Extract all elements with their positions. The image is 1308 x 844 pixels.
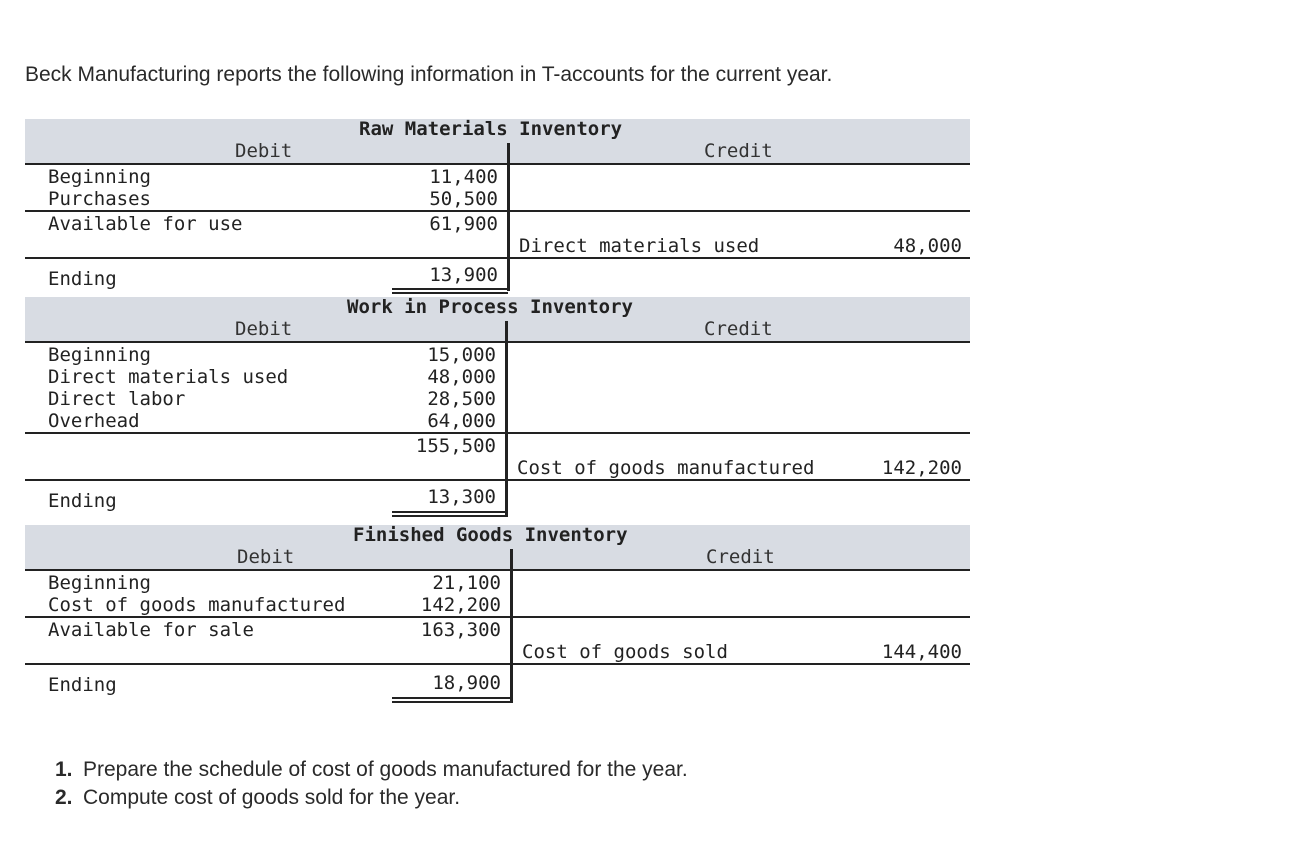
ending-double-rule <box>392 511 506 513</box>
t-divider <box>507 143 510 291</box>
row-label: Direct materials used <box>48 366 289 388</box>
ending-label: Ending <box>48 674 117 696</box>
subtotal-value: 155,500 <box>415 435 496 457</box>
credit-header: Credit <box>704 318 773 340</box>
row-label: Beginning <box>48 572 151 594</box>
question-item <box>55 786 460 810</box>
row-label: Beginning <box>48 166 151 188</box>
debit-header: Debit <box>237 546 295 568</box>
row-label: Overhead <box>48 410 140 432</box>
ending-label: Ending <box>48 268 117 290</box>
credit-entry-value: 144,400 <box>881 641 962 663</box>
ending-label: Ending <box>48 490 117 512</box>
account-title: Raw Materials Inventory <box>359 118 623 140</box>
question-item <box>55 758 688 782</box>
row-value: 142,200 <box>420 594 501 616</box>
header-rule <box>25 341 970 343</box>
t-divider <box>505 321 508 517</box>
row-label: Cost of goods manufactured <box>48 594 346 616</box>
question-text: Prepare the schedule of cost of goods manufactured for the year. <box>83 758 688 781</box>
ending-double-rule <box>392 697 511 699</box>
credit-entry-value: 142,200 <box>881 457 962 479</box>
credit-entry-label: Direct materials used <box>519 235 760 257</box>
t-divider <box>510 549 513 703</box>
credit-header: Credit <box>706 546 775 568</box>
credit-rule <box>25 479 970 481</box>
credit-header: Credit <box>704 140 773 162</box>
row-value: 11,400 <box>429 166 498 188</box>
credit-rule <box>25 663 970 665</box>
account-title: Finished Goods Inventory <box>353 524 628 546</box>
row-value: 64,000 <box>427 410 496 432</box>
credit-rule <box>25 257 970 259</box>
subtotal-rule <box>25 432 970 434</box>
subtotal-label: Available for sale <box>48 619 254 641</box>
question-number: 2. <box>55 786 73 809</box>
ending-value: 18,900 <box>432 672 501 694</box>
credit-entry-label: Cost of goods manufactured <box>517 457 815 479</box>
credit-entry-label: Cost of goods sold <box>522 641 728 663</box>
ending-value: 13,300 <box>427 486 496 508</box>
subtotal-rule <box>25 616 970 618</box>
subtotal-value: 61,900 <box>429 213 498 235</box>
row-label: Beginning <box>48 344 151 366</box>
intro-text: Beck Manufacturing reports the following information in T-accounts for the current year. <box>25 63 833 86</box>
ending-double-rule <box>392 292 508 294</box>
subtotal-value: 163,300 <box>420 619 501 641</box>
ending-value: 13,900 <box>429 264 498 286</box>
row-label: Direct labor <box>48 388 186 410</box>
row-value: 28,500 <box>427 388 496 410</box>
debit-header: Debit <box>235 140 293 162</box>
debit-header: Debit <box>235 318 293 340</box>
ending-double-rule <box>392 288 508 290</box>
question-number: 1. <box>55 758 73 781</box>
subtotal-label: Available for use <box>48 213 243 235</box>
subtotal-rule <box>25 210 970 212</box>
row-value: 15,000 <box>427 344 496 366</box>
credit-entry-value: 48,000 <box>893 235 962 257</box>
account-title: Work in Process Inventory <box>347 296 633 318</box>
ending-double-rule <box>392 515 506 517</box>
row-value: 50,500 <box>429 188 498 210</box>
question-text: Compute cost of goods sold for the year. <box>83 786 461 809</box>
row-value: 21,100 <box>432 572 501 594</box>
row-value: 48,000 <box>427 366 496 388</box>
header-rule <box>25 569 970 571</box>
row-label: Purchases <box>48 188 151 210</box>
header-rule <box>25 163 970 165</box>
ending-double-rule <box>392 701 511 703</box>
